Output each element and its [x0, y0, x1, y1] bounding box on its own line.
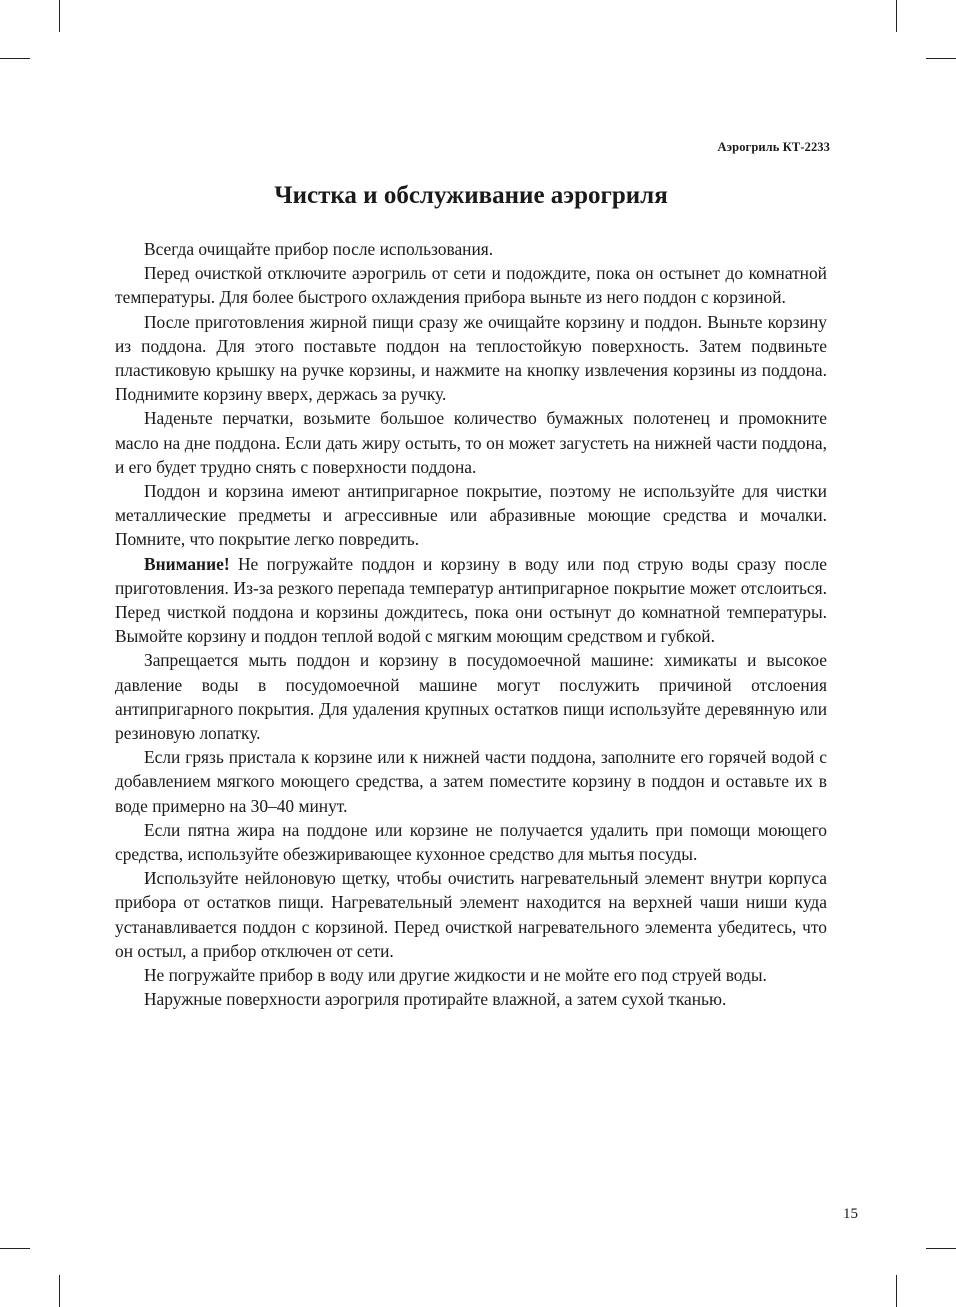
crop-mark: [896, 1275, 897, 1307]
paragraph: После приготовления жирной пищи сразу же очищайте корзину и поддон. Выньте корзину из поддона. Для этого поставьте поддон на теплостойкую поверхность. Затем подвиньте пластиковую крышку на ручке корзины, и нажмите на кнопку извлечения корзины из поддона. Поднимите корзину вверх, держась за ручку.: [115, 311, 827, 405]
paragraph: Используйте нейлоновую щетку, чтобы очистить нагревательный элемент внутри корпуса прибора от остатков пищи. Нагревательный элемент находится на верхней чаши ниши куда устанавливается поддон с корзиной. Перед очисткой нагревательного элемента убедитесь, что он остыл, а прибор отключен от сети.: [115, 868, 827, 961]
paragraph: Запрещается мыть поддон и корзину в посудомоечной машине: химикаты и высокое давление воды в посудомоечной машине могут послужить причиной отслоения антипригарного покрытия. Для удаления крупных остатков пищи используйте деревянную или резиновую лопатку.: [115, 650, 827, 744]
paragraph: Наружные поверхности аэрогриля протирайте влажной, а затем сухой тканью.: [144, 989, 727, 1010]
crop-mark: [59, 0, 60, 32]
page-title: Чистка и обслуживание аэрогриля: [274, 182, 668, 209]
paragraph: Наденьте перчатки, возьмите большое количество бумажных полотенец и промокните масло на дне поддона. Если дать жиру остыть, то он может загустеть на нижней части поддона, и его будет трудно снять с поверхности поддона.: [115, 408, 827, 477]
crop-mark: [926, 1248, 956, 1249]
paragraph: Если грязь пристала к корзине или к нижней части поддона, заполните его горячей водой с добавлением мягкого моющего средства, а затем поместите корзину в поддон и оставьте их в воде примерно на 30–40 минут.: [115, 747, 827, 816]
crop-mark: [896, 0, 897, 32]
warning-label: Внимание!: [144, 553, 230, 574]
body-text: [115, 237, 827, 1012]
warning-text: Не погружайте поддон и корзину в воду или под струю воды сразу после приготовления. Из-за резкого перепада температур антипригарное покрытие может отслоиться. Перед чисткой поддона и корзины дождитесь, пока они остынут до комнатной температуры. Вымойте корзину и поддон теплой водой с мягким моющим средством и губкой.: [115, 553, 827, 647]
crop-mark: [0, 1248, 30, 1249]
running-head: Аэрогриль КТ-2233: [717, 140, 830, 154]
crop-mark: [0, 58, 30, 59]
crop-mark: [59, 1275, 60, 1307]
paragraph-warning: [115, 552, 827, 649]
paragraph: Перед очисткой отключите аэрогриль от сети и подождите, пока он остынет до комнатной температуры. Для более быстрого охлаждения прибора выньте из него поддон с корзиной.: [115, 263, 827, 308]
paragraph: Если пятна жира на поддоне или корзине не получается удалить при помощи моющего средства, используйте обезжиривающее кухонное средство для мытья посуды.: [115, 819, 827, 865]
crop-mark: [926, 58, 956, 59]
paragraph: Не погружайте прибор в воду или другие жидкости и не мойте его под струей воды.: [144, 965, 767, 986]
paragraph: Всегда очищайте прибор после использования.: [144, 239, 494, 259]
paragraph: Поддон и корзина имеют антипригарное покрытие, поэтому не используйте для чистки металлические предметы и агрессивные или абразивные моющие средства и мочалки. Помните, что покрытие легко повредить.: [115, 481, 827, 550]
page-number: 15: [843, 1206, 858, 1222]
